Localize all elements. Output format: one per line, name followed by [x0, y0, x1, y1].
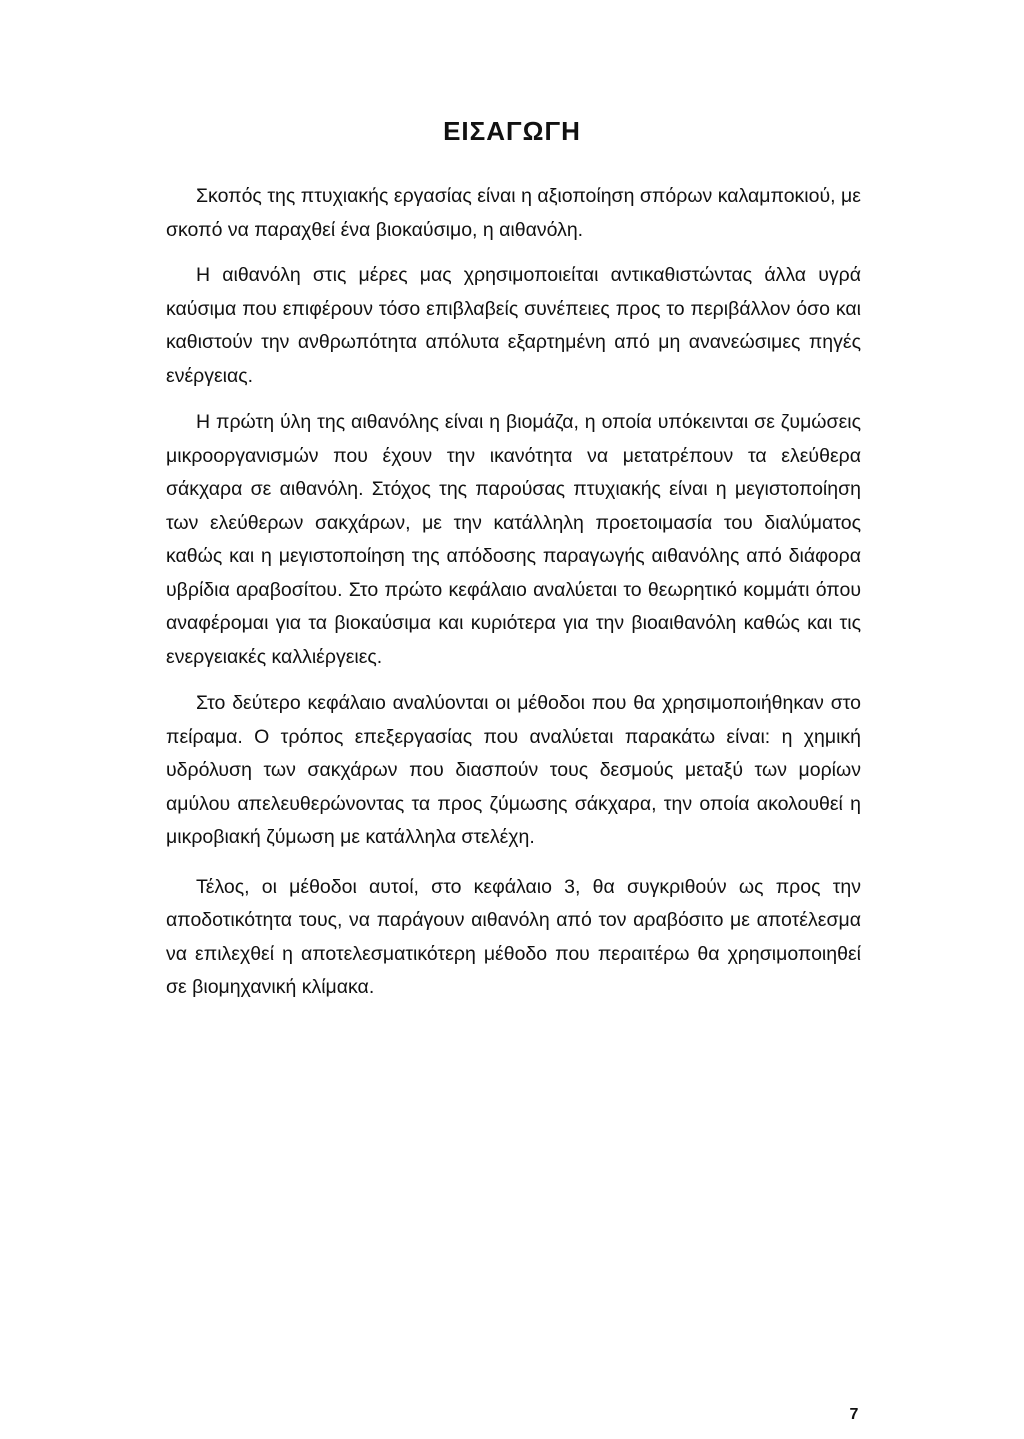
paragraph-conclusion: Τέλος, οι μέθοδοι αυτοί, στο κεφάλαιο 3, θα συγκριθούν ως προς την αποδοτικότητα τους, να παράγουν αιθανόλη από τον αραβόσιτο με αποτέλεσμα να επιλεχθεί η αποτελεσματικότερη μέθοδο που περαιτέρω θα χρησιμοποιηθεί σε βιομηχανική κλίμακα.	[166, 875, 861, 998]
paragraph-methods: Στο δεύτερο κεφάλαιο αναλύονται οι μέθοδοι που θα χρησιμοποιήθηκαν στο πείραμα. Ο τρόπος επεξεργασίας που αναλύεται παρακάτω είναι: η χημική υδρόλυση των σακχάρων που διασπούν τους δεσμούς μεταξύ των μορίων αμύλου απελευθερώνοντας τα προς ζύμωσης σάκχαρα, την οποία ακολουθεί η μικροβιακή ζύμωση με κατάλληλα στελέχη.	[166, 692, 861, 848]
page-number: 7	[849, 1406, 859, 1423]
paragraph-purpose: Σκοπός της πτυχιακής εργασίας είναι η αξιοποίηση σπόρων καλαμποκιού, με σκοπό να παραχθεί ένα βιοκαύσιμο, η αιθανόλη.	[166, 185, 861, 241]
body-text	[166, 180, 861, 1005]
paragraph-ethanol-use: Η αιθανόλη στις μέρες μας χρησιμοποιείται αντικαθιστώντας άλλα υγρά καύσιμα που επιφέρουν τόσο επιβλαβείς συνέπειες προς το περιβάλλον όσο και καθιστούν την ανθρωπότητα απόλυτα εξαρτημένη από μη ανανεώσιμες πηγές ενέργειας.	[166, 264, 861, 387]
page-title: ΕΙΣΑΓΩΓΗ	[443, 116, 581, 146]
paragraph-raw-material: Η πρώτη ύλη της αιθανόλης είναι η βιομάζα, η οποία υπόκεινται σε ζυμώσεις μικροοργανισμών που έχουν την ικανότητα να μετατρέπουν τα ελεύθερα σάκχαρα σε αιθανόλη. Στόχος της παρούσας πτυχιακής είναι η μεγιστοποίηση των ελεύθερων σακχάρων, με την κατάλληλη προετοιμασία του διαλύματος καθώς και η μεγιστοποίηση της απόδοσης παραγωγής αιθανόλης από διάφορα υβρίδια αραβοσίτου. Στο πρώτο κεφάλαιο αναλύεται το θεωρητικό κομμάτι όπου αναφέρομαι για τα βιοκαύσιμα και κυριότερα για την βιοαιθανόλη καθώς και τις ενεργειακές καλλιέργειες.	[166, 411, 861, 668]
